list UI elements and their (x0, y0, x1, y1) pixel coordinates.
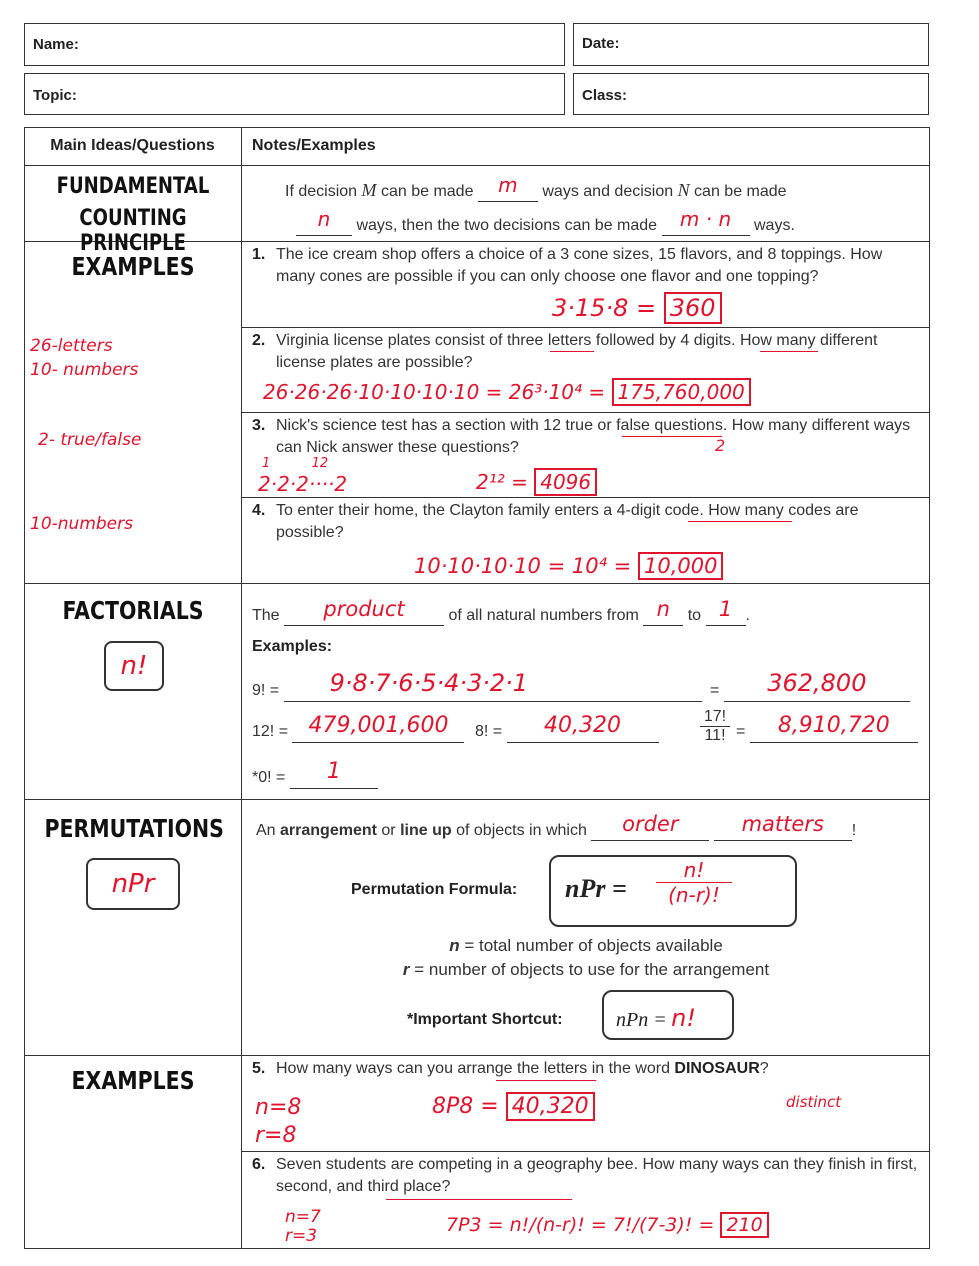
q4-answer: 10,000 (638, 552, 723, 580)
permutation-formula-lhs: nPr = (565, 874, 627, 903)
question-2: 2. Virginia license plates consist of three letters followed by 4 digits. How many different license plates are possible? (252, 332, 878, 371)
column-divider (241, 127, 242, 1249)
underline-4-digit (688, 521, 792, 522)
factorial-fraction: 17! 11! (700, 708, 730, 745)
shortcut-label: *Important Shortcut: (407, 1011, 563, 1028)
underline-4-digits (760, 351, 818, 352)
q1-work: 3·15·8 = 360 (552, 292, 722, 324)
blank-1: 1 (718, 597, 733, 621)
side-note-true-false: 2- true/false (38, 430, 142, 450)
name-field[interactable] (24, 23, 565, 66)
q3-mark: 2 (715, 436, 726, 455)
q3-work-2: 2¹² = 4096 (476, 468, 597, 496)
q5-r: r=8 (255, 1123, 297, 1148)
question-4: 4. To enter their home, the Clayton family enters a 4-digit code. How many codes are possible? (252, 502, 859, 541)
fcp-title-line1: FUNDAMENTAL (56, 174, 210, 199)
blank-m: m (498, 173, 518, 197)
r-definition: r = number of objects to use for the arrangement (402, 960, 770, 979)
date-label: Date: (582, 35, 620, 52)
class-field[interactable] (573, 73, 929, 115)
q6-answer: 210 (720, 1212, 768, 1238)
topic-field[interactable] (24, 73, 565, 115)
q2-answer: 175,760,000 (612, 378, 751, 406)
fcp-line1: If decision M can be made m ways and decision N can be made (285, 173, 787, 200)
permutation-definition: An arrangement or line up of objects in which order matters ! (256, 812, 857, 839)
blank-order: order (622, 812, 679, 836)
blank-product: product (323, 597, 405, 621)
permutation-formula-fraction: n! (n-r)! (656, 858, 732, 907)
examples2-title: EXAMPLES (71, 1066, 195, 1095)
blank-mn: m · n (679, 207, 732, 231)
q4-work: 10·10·10·10 = 10⁴ = 10,000 (414, 552, 723, 580)
underline-arrange (496, 1080, 596, 1081)
row-divider (241, 1151, 930, 1152)
question-1: 1. The ice cream shop offers a choice of a 3 cone sizes, 15 flavors, and 8 toppings. How many cones are possible if you can only choose one flavor and one topping? (252, 246, 883, 285)
q5-answer: 40,320 (506, 1092, 595, 1121)
n-definition: n = total number of objects available (449, 936, 723, 955)
ans-8-factorial: 40,320 (544, 713, 622, 738)
q5-note: distinct (786, 1093, 842, 1111)
permutation-formula-label: Permutation Formula: (351, 881, 518, 898)
factorial-ex-12: 12! = 479,001,600 8! = 40,320 (252, 717, 659, 743)
examples-title: EXAMPLES (71, 252, 195, 281)
q6-work: 7P3 = n!/(n-r)! = 7!/(7-3)! = 210 (446, 1212, 769, 1238)
blank-matters: matters (741, 812, 824, 836)
factorial-icon: n! (104, 641, 164, 691)
row-divider (241, 412, 930, 413)
name-label: Name: (33, 36, 79, 53)
underline-three (550, 351, 594, 352)
question-3: 3. Nick's science test has a section with 12 true or false questions. How many different ways can Nick answer these questions? (252, 417, 911, 456)
question-6: 6. Seven students are competing in a geography bee. How many ways can they finish in first, second, and third place? (252, 1156, 918, 1195)
factorial-definition: The product of all natural numbers from n to 1 . (252, 597, 750, 624)
fcp-title-line2: COUNTING PRINCIPLE (79, 206, 187, 256)
q2-work: 26·26·26·10·10·10·10 = 26³·10⁴ = 175,760,000 (263, 378, 751, 406)
class-label: Class: (582, 87, 628, 104)
permutation-icon: nPr (86, 858, 180, 910)
underline-places (386, 1199, 572, 1200)
q1-answer: 360 (664, 292, 722, 324)
row-divider (241, 497, 930, 498)
date-field[interactable] (573, 23, 929, 66)
blank-n: n (317, 207, 331, 231)
q5-work: 8P8 = 40,320 (432, 1092, 595, 1121)
topic-label: Topic: (33, 87, 77, 104)
row-divider (241, 327, 930, 328)
ans-17-11: 8,910,720 (777, 713, 890, 738)
ans-12-factorial: 479,001,600 (308, 713, 449, 738)
row-divider (24, 583, 930, 584)
fcp-line2: n ways, then the two decisions can be made m · n ways. (296, 211, 795, 236)
column-header-notes: Notes/Examples (252, 137, 376, 154)
factorial-ex-9: 9! = 9·8·7·6·5·4·3·2·1 = 362,800 (252, 673, 910, 702)
q3-work: 2·2·2····2 (258, 472, 348, 496)
ans-0-factorial: 1 (326, 759, 341, 784)
side-note-digits: 10-numbers (30, 514, 133, 534)
permutations-title: PERMUTATIONS (44, 814, 224, 843)
question-5: 5. How many ways can you arrange the letters in the word DINOSAUR? (252, 1060, 769, 1077)
side-note-letters: 26-letters (30, 336, 113, 356)
factorial-ex-17-11: = 8,910,720 (736, 717, 918, 743)
row-divider (24, 1055, 930, 1056)
row-divider (24, 165, 930, 166)
q5-n: n=8 (255, 1095, 302, 1120)
q3-answer: 4096 (534, 468, 597, 496)
examples-label: Examples: (252, 638, 333, 655)
q6-r: r=3 (285, 1226, 318, 1246)
q3-work-top: 1 12 (262, 456, 329, 471)
q6-n: n=7 (285, 1207, 321, 1227)
column-header-main-ideas: Main Ideas/Questions (50, 137, 215, 154)
underline-true-false (622, 436, 722, 437)
factorial-ex-0: *0! = 1 (252, 763, 378, 789)
shortcut-formula: nPn = n! (616, 1004, 697, 1032)
factorials-title: FACTORIALS (62, 596, 204, 625)
blank-n-factorial: n (656, 597, 670, 621)
ans-9-factorial: 362,800 (767, 669, 867, 697)
side-note-numbers: 10- numbers (30, 360, 139, 380)
row-divider (24, 799, 930, 800)
